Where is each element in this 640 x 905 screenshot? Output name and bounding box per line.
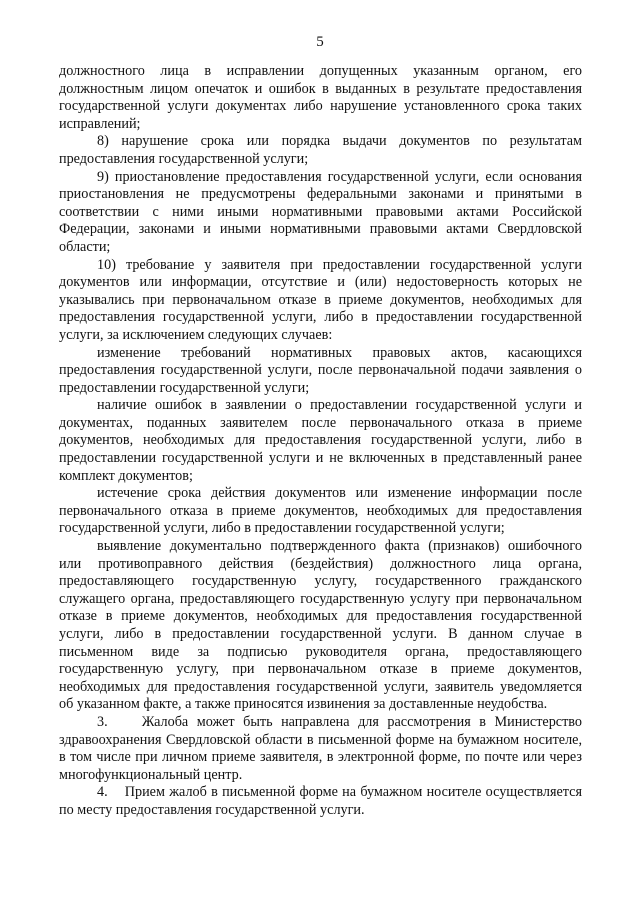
paragraph-item-9: 9) приостановление предоставления государственной услуги, если основания приостановления не предусмотрены федеральными законами и принятыми в соответствии с ними иными нормативными правовыми актами Российской Федерации, законами и иными нормативными правовыми актами Свердловской области; [59, 168, 582, 255]
paragraph-case-2: наличие ошибок в заявлении о предоставлении государственной услуги и документах, поданных заявителем после первоначального отказа в приеме документов, необходимых для предоставления государственной услуги, либо в предоставлении государственной услуги и не включенных в представленный ранее комплект документов; [59, 397, 582, 484]
paragraph-section-3: 3. Жалоба может быть направлена для рассмотрения в Министерство здравоохранения Свердловской области в письменной форме на бумажном носителе, в том числе при личном приеме заявителя, в электронной форме, по почте или через многофункциональный центр. [59, 713, 582, 783]
paragraph-item-10: 10) требование у заявителя при предоставлении государственной услуги документов или информации, отсутствие и (или) недостоверность которых не указывались при первоначальном отказе в приеме документов, необходимых для предоставления государственной услуги, либо в предоставлении государственной услуги, за исключением следующих случаев: [59, 256, 582, 343]
paragraph-section-4: 4. Прием жалоб в письменной форме на бумажном носителе осуществляется по месту предоставления государственной услуги. [59, 784, 582, 818]
paragraph-case-3: истечение срока действия документов или изменение информации после первоначального отказа в приеме документов, необходимых для предоставления государственной услуги, либо в предоставлении государственной услуги; [59, 485, 582, 537]
paragraph-case-1: изменение требований нормативных правовых актов, касающихся предоставления государственной услуги, после первоначальной подачи заявления о предоставлении государственной услуги; [59, 344, 582, 396]
paragraph-item-8: 8) нарушение срока или порядка выдачи документов по результатам предоставления государственной услуги; [59, 133, 582, 167]
document-body [59, 63, 582, 820]
paragraph-continuation: должностного лица в исправлении допущенных указанным органом, его должностным лицом опечаток и ошибок в выданных в результате предоставления государственной услуги документах либо нарушение установленного срока таких исправлений; [59, 63, 582, 132]
page-number: 5 [316, 34, 324, 50]
paragraph-case-4: выявление документально подтвержденного факта (признаков) ошибочного или противоправного действия (бездействия) должностного лица органа, предоставляющего государственную услугу, государственного гражданского служащего органа, предоставляющего государственную услугу при первоначальном отказе в приеме документов, необходимых для предоставления государственной услуги, либо в предоставлении государственной услуги. В данном случае в письменном виде за подписью руководителя органа, предоставляющего государственную услугу, при первоначальном отказе в приеме документов, необходимых для предоставления государственной услуги, заявитель уведомляется об указанном факте, а также приносятся извинения за доставленные неудобства. [59, 538, 582, 713]
